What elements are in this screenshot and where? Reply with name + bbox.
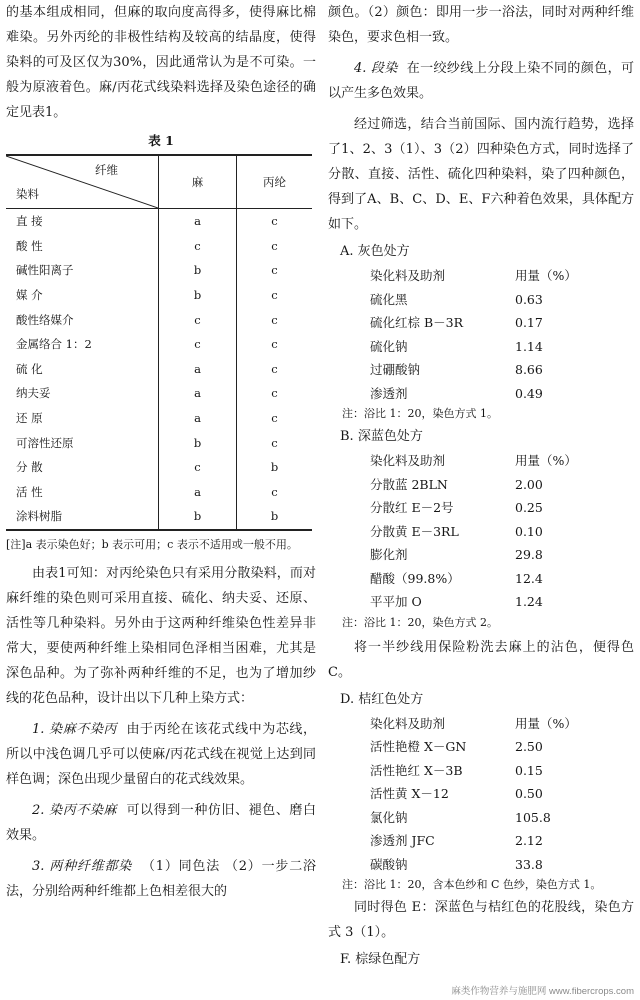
dye-name-cell: 涂料树脂: [6, 504, 159, 530]
section-d-rows: [328, 735, 634, 876]
ma-rating-cell: a: [159, 357, 237, 382]
ma-rating-cell: c: [159, 455, 237, 480]
dye-name-cell: 金属络合 1：2: [16, 337, 92, 352]
diag-fiber-label: 纤维: [95, 163, 118, 177]
ingredient-name: 硫化钠: [370, 338, 408, 354]
ingredient-name: 氯化钠: [370, 809, 408, 825]
ingredient-amount: 0.10: [515, 523, 543, 539]
right-column: [328, 0, 634, 972]
formula-row: [370, 590, 634, 614]
dye-name-cell: 媒 介: [16, 288, 43, 303]
ingredient-amount: 33.8: [515, 856, 543, 872]
section-d-note: 注：浴比 1：20，含本色纱和 C 色纱，染色方式 1。: [342, 878, 602, 891]
bing-rating-cell: b: [237, 504, 313, 530]
bing-rating-cell: c: [237, 406, 313, 431]
bing-rating-cell: c: [237, 480, 313, 505]
ingredient-name: 活性艳橙 X－GN: [370, 739, 467, 754]
item-1-title: 1. 染麻不染丙: [32, 721, 118, 737]
table-row: [6, 430, 312, 455]
ma-rating-cell: b: [159, 430, 237, 455]
formula-row: [370, 567, 634, 591]
col-qty-label: 用量（%）: [515, 268, 577, 283]
bing-rating-cell: b: [237, 455, 313, 480]
table-note: [注]a 表示染色好；b 表示可用；c 表示不适用或一般不用。: [6, 537, 298, 551]
section-a-title: A. 灰色处方: [340, 244, 410, 259]
ingredient-amount: 0.15: [515, 762, 543, 778]
ma-rating-cell: c: [159, 332, 237, 357]
section-b-note: 注：浴比 1：20，染色方式 2。: [342, 615, 498, 629]
ingredient-name: 醋酸（99.8%）: [370, 570, 460, 586]
formula-row: [370, 288, 634, 312]
ingredient-name: 分散红 E－2号: [370, 500, 454, 515]
ingredient-amount: 0.49: [515, 385, 543, 401]
item-1: [6, 717, 316, 792]
ingredient-amount: 2.50: [515, 739, 543, 754]
ingredient-amount: 12.4: [515, 570, 543, 586]
item-4: [328, 56, 634, 106]
formula-row: [370, 543, 634, 567]
ingredient-amount: 0.63: [515, 291, 543, 307]
dye-name-cell: 纳夫妥: [16, 386, 51, 401]
section-a-rows: [328, 288, 634, 406]
formula-row: [370, 473, 634, 497]
table-row: [6, 234, 312, 259]
table-row: [6, 283, 312, 308]
col-header-ma: 麻: [159, 155, 237, 209]
ingredient-name: 碳酸钠: [370, 856, 408, 872]
ingredient-name: 硫化红棕 B－3R: [370, 315, 464, 330]
selection-paragraph: 经过筛选，结合当前国际、国内流行趋势，选择了1、2、3（1）、3（2）四种染色方式，同时选择了分散、直接、活性、硫化四种染料，染了四种颜色，得到了A、B、C、D、E、F六种着色效果，具体配方如下。: [328, 117, 634, 232]
ingredient-amount: 2.00: [515, 476, 543, 492]
dye-name-cell: 直 接: [16, 214, 43, 229]
ma-rating-cell: b: [159, 258, 237, 283]
ingredient-amount: 29.8: [515, 547, 543, 562]
bing-rating-cell: c: [237, 209, 313, 234]
ingredient-amount: 0.50: [515, 786, 543, 801]
dye-selection-table: [6, 154, 312, 531]
col-qty-label: 用量（%）: [515, 715, 577, 731]
table-row: [6, 406, 312, 431]
ingredient-amount: 0.25: [515, 500, 543, 515]
dye-name-cell: 酸性络媒介: [16, 312, 74, 327]
ma-rating-cell: c: [159, 307, 237, 332]
ingredient-name: 分散蓝 2BLN: [370, 476, 448, 492]
formula-row: [370, 735, 634, 759]
left-column: [6, 0, 316, 904]
ingredient-amount: 8.66: [515, 362, 543, 377]
ingredient-name: 膨化剂: [370, 547, 408, 562]
table-row: [6, 455, 312, 480]
section-a-header: [370, 264, 634, 288]
section-b-rows: [328, 473, 634, 614]
col-name-label: 染化料及助剂: [370, 453, 446, 468]
bing-rating-cell: c: [237, 307, 313, 332]
formula-row: [370, 806, 634, 830]
ma-rating-cell: b: [159, 504, 237, 530]
item-1-text: 由于丙纶在该花式线中为芯线，所以中浅色调几乎可以使麻/丙花式线在视觉上达到同样色调；深色出现少量留白的花式线效果。: [6, 721, 316, 787]
formula-row: [370, 520, 634, 544]
ingredient-name: 硫化黑: [370, 291, 408, 307]
section-e-note: 同时得色 E：深蓝色与桔红色的花股线，染色方式 3（1）。: [328, 900, 634, 940]
ma-rating-cell: a: [159, 406, 237, 431]
bing-rating-cell: c: [237, 430, 313, 455]
formula-row: [370, 829, 634, 853]
section-b-title: B. 深蓝色处方: [340, 429, 423, 444]
intro-paragraph: 的基本组成相同，但麻的取向度高得多，使得麻比棉难染。另外丙纶的非极性结构及较高的结晶度，使得染料的可及区仅为30%，因此通常认为是不可染。一般为原液着色。麻/丙花式线染料选择及染色途径的确定见表1。: [6, 5, 316, 120]
table-row: [6, 332, 312, 357]
section-f-title: F. 棕绿色配方: [340, 952, 421, 967]
dye-name-cell: 硫 化: [16, 361, 43, 376]
formula-row: [370, 853, 634, 877]
table-row: [6, 357, 312, 382]
table-row: [6, 504, 312, 530]
table-row: [6, 480, 312, 505]
ingredient-name: 活性艳红 X－3B: [370, 762, 463, 778]
item-2-title: 2. 染丙不染麻: [32, 802, 118, 818]
diag-dye-label: 染料: [16, 187, 39, 201]
bing-rating-cell: c: [237, 332, 313, 357]
table-caption: 表 1: [148, 133, 174, 148]
table-body: [6, 209, 312, 530]
ingredient-amount: 0.17: [515, 315, 543, 330]
ingredient-amount: 2.12: [515, 833, 543, 848]
item-3: [6, 854, 316, 904]
table-row: [6, 307, 312, 332]
col-header-binglun: 丙纶: [237, 155, 313, 209]
table-row: [6, 209, 312, 234]
dye-name-cell: 碱性阳离子: [16, 263, 74, 278]
ma-rating-cell: a: [159, 209, 237, 234]
bing-rating-cell: c: [237, 258, 313, 283]
section-b-header: [370, 449, 634, 473]
table-row: [6, 381, 312, 406]
formula-row: [370, 311, 634, 335]
table-row: [6, 258, 312, 283]
dye-name-cell: 活 性: [16, 484, 43, 499]
watermark-text: 麻类作物营养与施肥网 www.fibercrops.com: [451, 986, 634, 997]
formula-row: [370, 782, 634, 806]
ingredient-name: 活性黄 X－12: [370, 786, 449, 801]
dye-name-cell: 酸 性: [16, 238, 43, 253]
item-4-text: 在一绞纱线上分段上染不同的颜色，可以产生多色效果。: [328, 61, 634, 101]
ingredient-name: 渗透剂 JFC: [370, 833, 435, 848]
section-a-note: 注：浴比 1：20，染色方式 1。: [342, 407, 498, 420]
bing-rating-cell: c: [237, 283, 313, 308]
ma-rating-cell: a: [159, 480, 237, 505]
ma-rating-cell: c: [159, 234, 237, 259]
ingredient-name: 渗透剂: [370, 385, 408, 401]
table-diagonal-header: [6, 155, 159, 209]
bing-rating-cell: c: [237, 357, 313, 382]
item-4-title: 4. 段染: [354, 61, 398, 76]
item-3-title: 3. 两种纤维都染: [32, 858, 133, 874]
dye-name-cell: 分 散: [16, 460, 43, 475]
section-d-header: [370, 712, 634, 736]
section-c-note: 将一半纱线用保险粉洗去麻上的沾色，便得色 C。: [328, 639, 634, 680]
col-qty-label: 用量（%）: [515, 453, 577, 468]
dye-name-cell: 可溶性还原: [16, 435, 74, 450]
ingredient-name: 分散黄 E－3RL: [370, 523, 459, 539]
analysis-paragraph: 由表1可知：对丙纶染色只有采用分散染料，而对麻纤维的染色则可采用直接、硫化、纳夫妥、还原、活性等几种染料。另外由于这两种纤维染色性差异非常大，要使两种纤维上染相同色泽相当困难，尤其是深色品种。为了弥补两种纤维的不足，也为了增加纱线的花色品种，设计出以下几种上染方式：: [6, 565, 316, 706]
formula-row: [370, 358, 634, 382]
col-name-label: 染化料及助剂: [370, 268, 446, 283]
formula-row: [370, 335, 634, 359]
item-2-text: 可以得到一种仿旧、褪色、磨白效果。: [6, 802, 316, 843]
ma-rating-cell: a: [159, 381, 237, 406]
item-3-text: （1）同色法 （2）一步二浴法，分别给两种纤维都上色相差很大的: [6, 858, 316, 899]
bing-rating-cell: c: [237, 234, 313, 259]
section-d-title: D. 桔红色处方: [340, 691, 424, 707]
right-top-text: 颜色。（2）颜色：即用一步一浴法，同时对两种纤维染色，要求色相一致。: [328, 5, 634, 45]
col-name-label: 染化料及助剂: [370, 715, 446, 731]
ingredient-amount: 1.14: [515, 338, 543, 354]
table-header-row: [6, 155, 312, 209]
ma-rating-cell: b: [159, 283, 237, 308]
ingredient-amount: 1.24: [515, 594, 543, 609]
formula-row: [370, 496, 634, 520]
ingredient-name: 过硼酸钠: [370, 362, 421, 377]
formula-row: [370, 759, 634, 783]
item-2: [6, 798, 316, 848]
bing-rating-cell: c: [237, 381, 313, 406]
dye-name-cell: 还 原: [16, 411, 43, 426]
ingredient-amount: 105.8: [515, 809, 551, 825]
formula-row: [370, 382, 634, 406]
ingredient-name: 平平加 O: [370, 594, 422, 609]
